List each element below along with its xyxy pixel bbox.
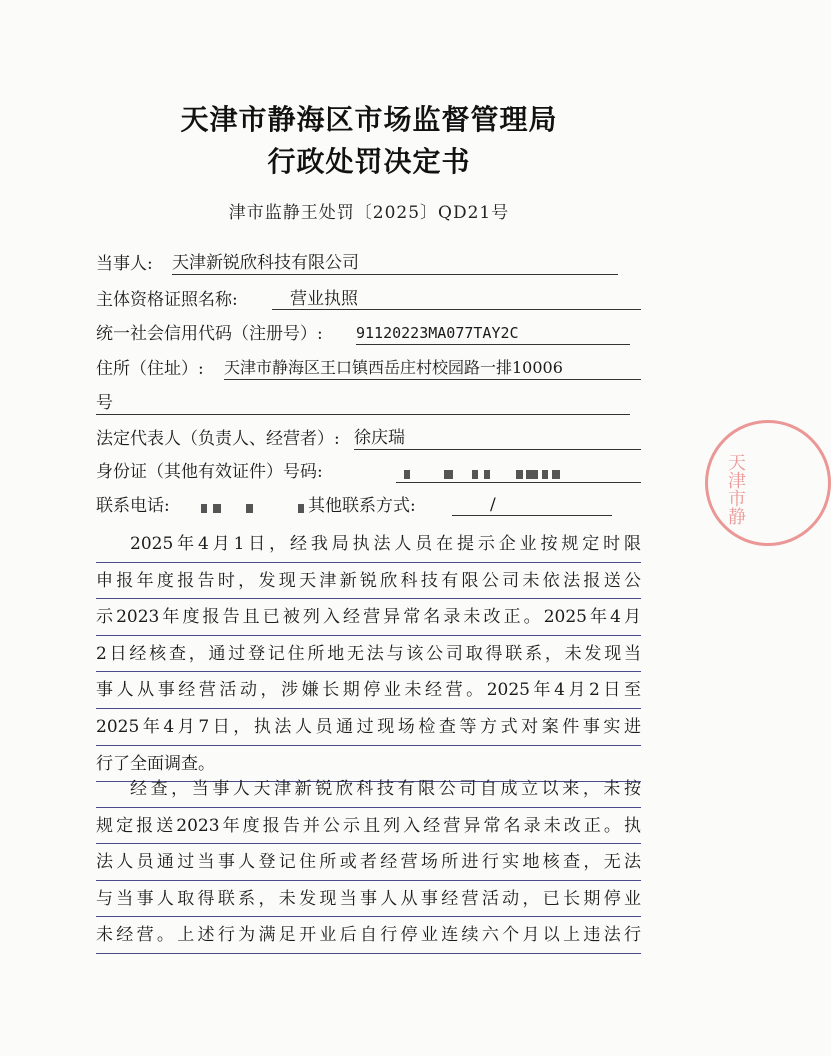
redaction-mark <box>246 504 253 513</box>
paragraph-line: 2025年4月1日，经我局执法人员在提示企业按规定时限 <box>96 526 641 563</box>
address-row-continued <box>96 390 641 420</box>
document-number: 津市监静王处罚〔2025〕QD21号 <box>228 203 510 223</box>
legal-rep-value: 徐庆瑞 <box>354 425 641 450</box>
id-row <box>96 458 641 488</box>
cert-name-row <box>96 286 641 316</box>
paragraph-line: 2日经核查，通过登记住所地无法与该公司取得联系，未发现当 <box>96 636 641 673</box>
party-label: 当事人: <box>96 254 153 274</box>
legal-rep-label: 法定代表人（负责人、经营者）: <box>96 429 340 449</box>
party-value: 天津新锐欣科技有限公司 <box>172 250 618 275</box>
paragraph-line: 未经营。上述行为满足开业后自行停业连续六个月以上违法行 <box>96 917 641 954</box>
paragraph-line: 事人从事经营活动，涉嫌长期停业未经营。2025年4月2日至 <box>96 672 641 709</box>
redaction-mark <box>298 504 304 513</box>
official-seal <box>705 420 831 546</box>
party-row <box>96 250 641 280</box>
paragraph-line: 行了全面调查。 <box>96 746 641 783</box>
paragraph-line: 经查，当事人天津新锐欣科技有限公司自成立以来，未按 <box>96 771 641 808</box>
credit-code-label: 统一社会信用代码（注册号）: <box>96 324 323 344</box>
paragraph-line: 法人员通过当事人登记住所或者经营场所进行实地核查，无法 <box>96 844 641 881</box>
paragraph-line: 规定报送2023年度报告并公示且列入经营异常名录未改正。执 <box>96 808 641 845</box>
redaction-mark <box>484 470 490 479</box>
redaction-mark <box>201 504 207 513</box>
contact-row <box>96 492 641 522</box>
paragraph-line: 申报年度报告时，发现天津新锐欣科技有限公司未依法报送公 <box>96 563 641 600</box>
cert-name-value: 营业执照 <box>272 286 641 310</box>
seal-text: 天津市静 <box>725 453 746 525</box>
cert-name-label: 主体资格证照名称: <box>96 290 238 310</box>
address-row <box>96 355 641 385</box>
findings-paragraph <box>96 771 641 954</box>
redaction-mark <box>444 470 453 479</box>
other-contact-value: / <box>452 492 612 516</box>
address-value-line2: 号 <box>96 390 630 415</box>
document-title: 行政处罚决定书 <box>267 145 471 178</box>
legal-rep-row <box>96 425 641 455</box>
facts-paragraph <box>96 526 641 782</box>
credit-code-row <box>96 320 641 350</box>
redaction-mark <box>404 470 410 479</box>
phone-label: 联系电话: <box>96 496 170 516</box>
paragraph-line: 2025年4月7日，执法人员通过现场检查等方式对案件事实进 <box>96 709 641 746</box>
other-contact-label: 其他联系方式: <box>308 496 416 516</box>
paragraph-line: 示2023年度报告且已被列入经营异常名录未改正。2025年4月 <box>96 599 641 636</box>
redaction-mark <box>542 470 548 479</box>
redaction-mark <box>552 470 560 479</box>
redaction-mark <box>526 470 538 479</box>
paragraph-line: 与当事人取得联系，未发现当事人从事经营活动，已长期停业 <box>96 881 641 918</box>
id-label: 身份证（其他有效证件）号码: <box>96 462 323 482</box>
redaction-mark <box>516 470 523 479</box>
redaction-mark <box>213 504 221 513</box>
credit-code-value: 91120223MA077TAY2C <box>356 320 630 345</box>
address-value-line1: 天津市静海区王口镇西岳庄村校园路一排10006 <box>224 355 641 380</box>
issuer-title: 天津市静海区市场监督管理局 <box>180 103 558 136</box>
redaction-mark <box>472 470 478 479</box>
address-label: 住所（住址）: <box>96 359 204 379</box>
